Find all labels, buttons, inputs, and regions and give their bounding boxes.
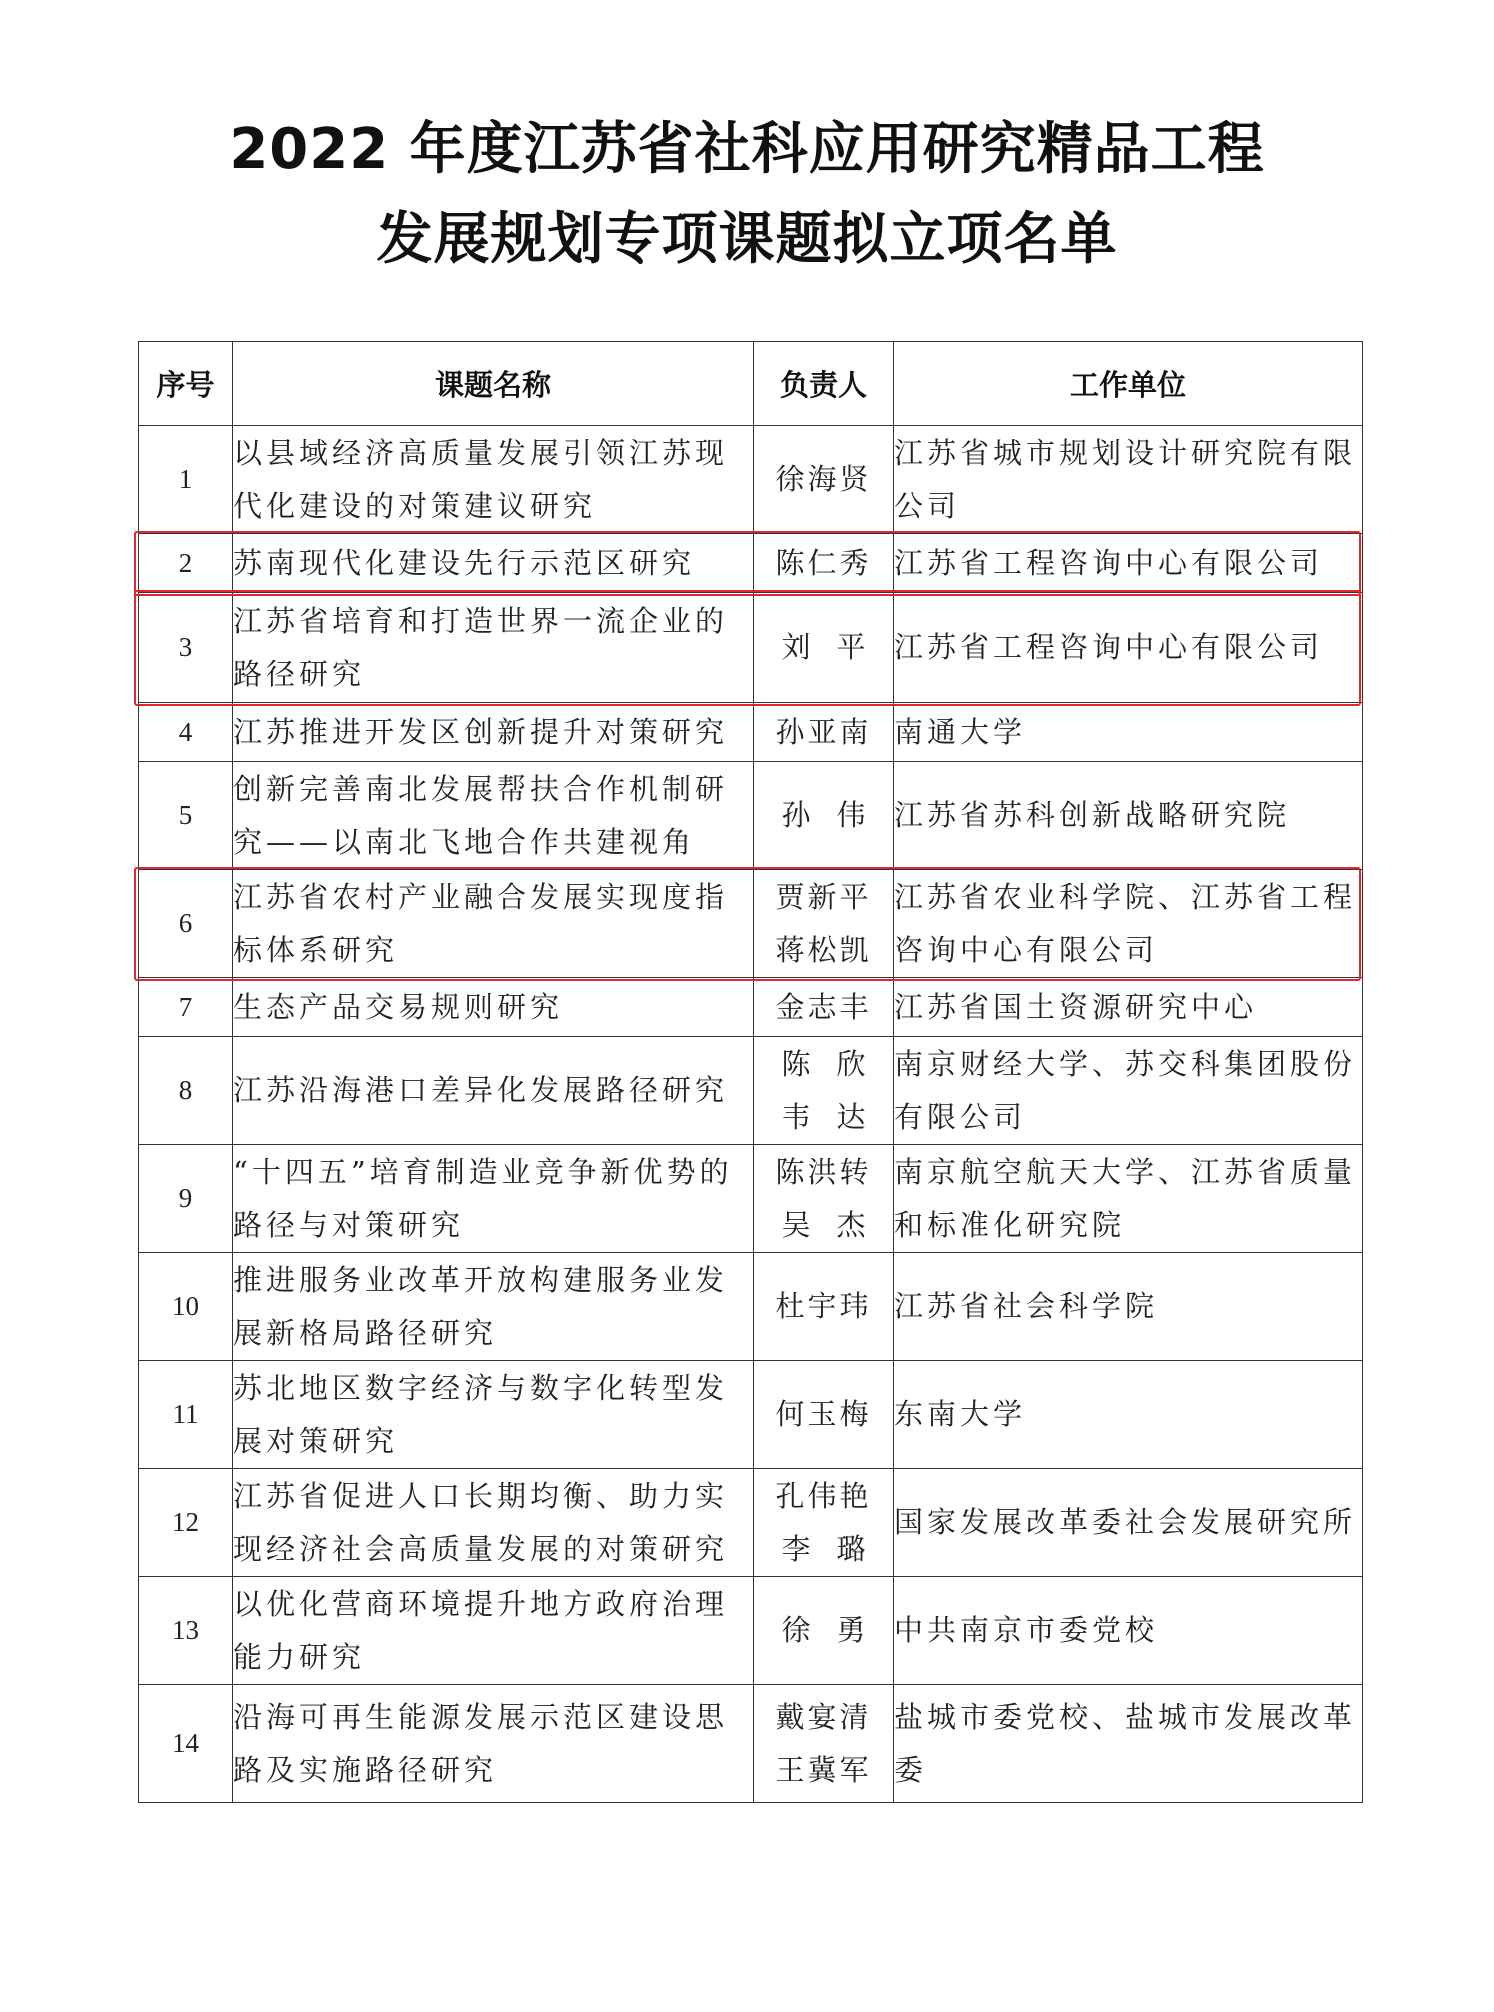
header-unit: 工作单位 (894, 342, 1363, 426)
table-row (139, 1685, 1363, 1803)
document-title (0, 105, 1494, 285)
leader-name: 刘平 (781, 630, 892, 664)
project-leader (754, 1037, 894, 1145)
work-unit: 南京航空航天大学、江苏省质量和标准化研究院 (894, 1145, 1363, 1253)
work-unit: 东南大学 (894, 1361, 1363, 1469)
table-row (139, 978, 1363, 1037)
work-unit: 南京财经大学、苏交科集团股份有限公司 (894, 1037, 1363, 1145)
project-leader (754, 593, 894, 703)
row-number: 13 (139, 1577, 233, 1685)
project-topic: 创新完善南北发展帮扶合作机制研究——以南北飞地合作共建视角 (233, 762, 754, 870)
leader-name: 徐海贤 (775, 462, 872, 496)
work-unit: 南通大学 (894, 703, 1363, 762)
project-topic: 江苏省促进人口长期均衡、助力实现经济社会高质量发展的对策研究 (233, 1469, 754, 1577)
work-unit: 盐城市委党校、盐城市发展改革委 (894, 1685, 1363, 1803)
leader-name: 孔伟艳 (775, 1478, 872, 1513)
project-leader (754, 1361, 894, 1469)
leader-name: 陈仁秀 (775, 545, 872, 580)
leader-name: 徐勇 (781, 1613, 892, 1647)
row-number: 11 (139, 1361, 233, 1469)
project-leader (754, 703, 894, 762)
row-number: 1 (139, 426, 233, 534)
project-topic: 江苏省培育和打造世界一流企业的路径研究 (233, 593, 754, 703)
table-body (139, 426, 1363, 1803)
header-leader: 负责人 (754, 342, 894, 426)
table-row (139, 1577, 1363, 1685)
table-row (139, 703, 1363, 762)
leader-name: 陈洪转 (775, 1154, 872, 1189)
header-topic: 课题名称 (233, 342, 754, 426)
project-topic: 以县域经济高质量发展引领江苏现代化建设的对策建议研究 (233, 426, 754, 534)
project-topic: 苏南现代化建设先行示范区研究 (233, 534, 754, 593)
project-leader (754, 426, 894, 534)
leader-name: 韦达 (781, 1099, 892, 1134)
project-topic: 苏北地区数字经济与数字化转型发展对策研究 (233, 1361, 754, 1469)
row-number: 5 (139, 762, 233, 870)
leader-name: 金志丰 (775, 989, 872, 1024)
project-leader (754, 1469, 894, 1577)
table-row (139, 1145, 1363, 1253)
row-number: 14 (139, 1685, 233, 1803)
project-leader (754, 762, 894, 870)
leader-name: 吴杰 (781, 1207, 892, 1242)
row-number: 12 (139, 1469, 233, 1577)
table-row (139, 1253, 1363, 1361)
row-number: 3 (139, 593, 233, 703)
row-number: 10 (139, 1253, 233, 1361)
table-row (139, 534, 1363, 593)
table-header-row (139, 342, 1363, 426)
project-topic: 江苏推进开发区创新提升对策研究 (233, 703, 754, 762)
table-row (139, 762, 1363, 870)
project-leader (754, 534, 894, 593)
project-topic: 推进服务业改革开放构建服务业发展新格局路径研究 (233, 1253, 754, 1361)
leader-name: 孙伟 (781, 798, 892, 832)
leader-name: 蒋松凯 (775, 932, 872, 967)
project-leader (754, 1145, 894, 1253)
work-unit: 江苏省苏科创新战略研究院 (894, 762, 1363, 870)
work-unit: 江苏省农业科学院、江苏省工程咨询中心有限公司 (894, 870, 1363, 978)
table-row (139, 1037, 1363, 1145)
leader-name: 贾新平 (775, 879, 872, 914)
project-leader (754, 1577, 894, 1685)
title-line-2: 发展规划专项课题拟立项名单 (376, 207, 1118, 272)
work-unit: 江苏省工程咨询中心有限公司 (894, 593, 1363, 703)
table-row (139, 426, 1363, 534)
leader-name: 陈欣 (781, 1046, 892, 1081)
leader-name: 孙亚南 (775, 714, 872, 749)
leader-name: 戴宴清 (775, 1699, 872, 1734)
project-list-table (138, 341, 1363, 1803)
row-number: 9 (139, 1145, 233, 1253)
work-unit: 江苏省国土资源研究中心 (894, 978, 1363, 1037)
table-row (139, 1361, 1363, 1469)
leader-name: 王冀军 (775, 1752, 872, 1787)
project-leader (754, 870, 894, 978)
work-unit: 江苏省城市规划设计研究院有限公司 (894, 426, 1363, 534)
table-row (139, 593, 1363, 703)
row-number: 8 (139, 1037, 233, 1145)
work-unit: 中共南京市委党校 (894, 1577, 1363, 1685)
project-leader (754, 1253, 894, 1361)
row-number: 4 (139, 703, 233, 762)
leader-name: 杜宇玮 (775, 1289, 872, 1323)
row-number: 7 (139, 978, 233, 1037)
title-line-1: 2022 年度江苏省社科应用研究精品工程 (229, 117, 1265, 182)
header-no: 序号 (139, 342, 233, 426)
row-number: 6 (139, 870, 233, 978)
leader-name: 李璐 (781, 1531, 892, 1566)
project-leader (754, 1685, 894, 1803)
project-topic: 生态产品交易规则研究 (233, 978, 754, 1037)
project-topic: 沿海可再生能源发展示范区建设思路及实施路径研究 (233, 1685, 754, 1803)
table-row (139, 1469, 1363, 1577)
project-leader (754, 978, 894, 1037)
project-topic: 江苏省农村产业融合发展实现度指标体系研究 (233, 870, 754, 978)
row-number: 2 (139, 534, 233, 593)
project-topic: 江苏沿海港口差异化发展路径研究 (233, 1037, 754, 1145)
project-topic: 以优化营商环境提升地方政府治理能力研究 (233, 1577, 754, 1685)
project-topic: “十四五”培育制造业竞争新优势的路径与对策研究 (233, 1145, 754, 1253)
work-unit: 国家发展改革委社会发展研究所 (894, 1469, 1363, 1577)
work-unit: 江苏省社会科学院 (894, 1253, 1363, 1361)
leader-name: 何玉梅 (775, 1397, 872, 1431)
work-unit: 江苏省工程咨询中心有限公司 (894, 534, 1363, 593)
table-row (139, 870, 1363, 978)
